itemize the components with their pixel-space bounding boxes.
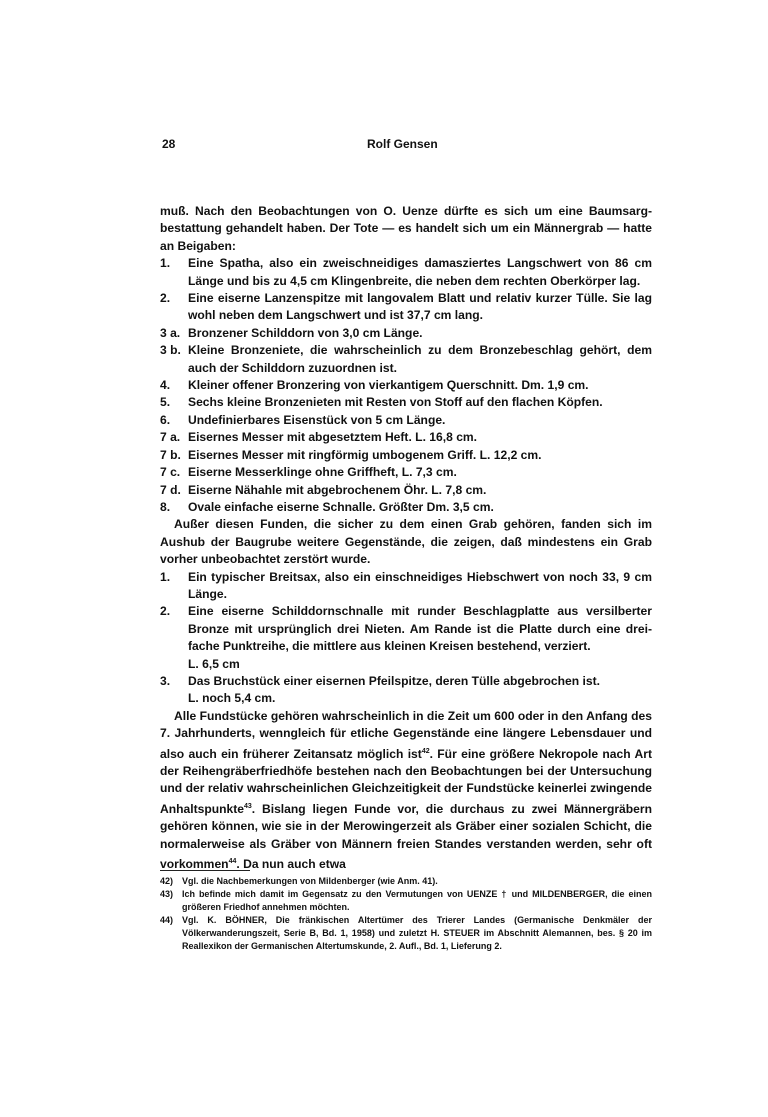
closing-text-2: . Für eine größere Nekropole nach Art der Reihengräberfriedhöfe bestehen nach den Beobachtungen bei der Untersuchung und der relativ wahrscheinlichen Gleichzeitigkeit der Fundstücke keinerlei zwingende Anhaltspunkte	[160, 746, 652, 816]
footnote-ref-43: 43	[244, 802, 252, 810]
grave-item	[160, 464, 652, 481]
grave-item-number: 7 d.	[160, 482, 181, 497]
other-item-text: Das Bruchstück einer eisernen Pfeilspitze, deren Tülle abgebrochen ist.	[188, 673, 600, 688]
grave-item-number: 4.	[160, 378, 171, 393]
grave-item-text: Sechs kleine Bronzenieten mit Resten von Stoff auf den flachen Köpfen.	[188, 395, 603, 410]
transition-paragraph: Außer diesen Funden, die sicher zu dem einen Grab gehören, fanden sich im Aushub der Baugrube weitere Gegenstände, die zeigen, daß mindestens ein Grab vorher unbeobachtet zerstört wurde.	[160, 517, 652, 567]
footnote-ref-44: 44	[228, 858, 237, 866]
intro-paragraph: muß. Nach den Beobachtungen von O. Uenze dürfte es sich um eine Baumsargbestattung gehandelt haben. Der Tote — es handelt sich um ein Männergrab — hatte an Beigaben:	[160, 204, 652, 253]
other-item-number: 1.	[160, 569, 171, 584]
grave-item	[160, 447, 652, 464]
grave-item-text: Eisernes Messer mit abgesetztem Heft. L. 16,8 cm.	[188, 430, 478, 445]
grave-item-text: Eine Spatha, also ein zweischneidiges damasziertes Langschwert von 86 cm Länge und bis zu 4,5 cm Klingenbreite, die neben dem rechten Oberkörper lag.	[188, 256, 652, 288]
grave-item	[160, 499, 652, 516]
footnote-divider	[160, 870, 250, 871]
grave-item-text: Eisernes Messer mit ringförmig umbogenem Griff. L. 12,2 cm.	[188, 447, 542, 462]
other-item	[160, 673, 652, 690]
running-header	[160, 137, 652, 155]
grave-item-text: Eiserne Messerklinge ohne Griffheft, L. 7,3 cm.	[188, 465, 457, 480]
grave-items-list	[160, 255, 652, 516]
other-items-list	[160, 569, 652, 708]
grave-item	[160, 342, 652, 377]
closing-text-3: . Bislang liegen Funde vor, die durchaus zu zwei Männergräbern gehören können, wie sie in der Merowingerzeit als Gräber einer sozialen Schicht, die normalerweise als Gräber von Männern freien Standes verstanden werden, sehr oft vorkommen	[160, 801, 652, 872]
grave-item-text: Ovale einfache eiserne Schnalle. Größter Dm. 3,5 cm.	[188, 499, 494, 514]
footnote	[160, 914, 652, 953]
other-item	[160, 603, 652, 655]
other-item-number: 3.	[160, 673, 171, 688]
footnote	[160, 875, 652, 888]
other-item-measure: L. noch 5,4 cm.	[188, 691, 276, 706]
grave-item-number: 6.	[160, 412, 171, 427]
footnote-text: Ich befinde mich damit im Gegensatz zu den Vermutungen von UENZE † und MILDENBERGER, die einen größeren Friedhof annehmen möchten.	[182, 889, 652, 912]
grave-item-text: Eine eiserne Lanzenspitze mit langovalem Blatt und relativ kurzer Tülle. Sie lag wohl neben dem Langschwert und ist 37,7 cm lang.	[188, 291, 652, 323]
page-number: 28	[162, 137, 176, 151]
closing-text-1: Alle Fundstücke gehören wahrscheinlich in die Zeit um 600 oder in den Anfang des 7. Jahrhunderts, wenngleich für etliche Gegenstände eine längere Lebensdauer und also auch ein früherer Zeitansatz möglich ist	[160, 708, 652, 761]
grave-item-text: Undefinierbares Eisenstück von 5 cm Länge.	[188, 412, 446, 427]
footnote-number: 42)	[160, 876, 174, 886]
closing-text-4: . Da nun auch etwa	[236, 857, 346, 872]
grave-item-text: Bronzener Schilddorn von 3,0 cm Länge.	[188, 325, 423, 340]
grave-item	[160, 482, 652, 499]
grave-item-text: Kleine Bronzeniete, die wahrscheinlich zu dem Bronzebeschlag gehört, dem auch der Schilddorn zuzuordnen ist.	[188, 343, 652, 375]
footnote	[160, 888, 652, 914]
footnote-text: Vgl. K. BÖHNER, Die fränkischen Altertümer des Trierer Landes (Germanische Denkmäler der Völkerwanderungszeit, Serie B, Bd. 1, 1958) und zuletzt H. STEUER im Abschnitt Alemannen, bes. § 20 im Reallexikon der Germanischen Altertumskunde, 2. Aufl., Bd. 1, Lieferung 2.	[182, 915, 652, 951]
footnotes	[160, 875, 652, 953]
grave-item-number: 7 a.	[160, 430, 181, 445]
other-item-text: Eine eiserne Schilddornschnalle mit runder Beschlagplatte aus versilberter Bronze mit ursprünglich drei Nieten. Am Rande ist die Platte durch eine dreifache Punktreihe, die mittlere aus kleinen Kreisen bestehend, verziert.	[188, 604, 652, 654]
grave-item	[160, 255, 652, 290]
other-item	[160, 569, 652, 604]
body-text	[160, 203, 652, 874]
grave-item-number: 3 a.	[160, 325, 181, 340]
grave-item-number: 3 b.	[160, 343, 181, 358]
grave-item-number: 7 c.	[160, 465, 181, 480]
grave-item-number: 1.	[160, 256, 171, 271]
grave-item-number: 5.	[160, 395, 171, 410]
grave-item	[160, 377, 652, 394]
grave-item-number: 8.	[160, 499, 171, 514]
author-name: Rolf Gensen	[367, 137, 438, 151]
closing-paragraph	[160, 708, 652, 874]
grave-item	[160, 412, 652, 429]
footnote-ref-42: 42	[421, 747, 430, 755]
other-item-text: Ein typischer Breitsax, also ein einschneidiges Hiebschwert von noch 33, 9 cm Länge.	[188, 569, 652, 601]
other-item-number: 2.	[160, 604, 171, 619]
grave-item	[160, 429, 652, 446]
grave-item	[160, 394, 652, 411]
grave-item-number: 2.	[160, 291, 171, 306]
footnote-number: 43)	[160, 889, 174, 899]
footnote-text: Vgl. die Nachbemerkungen von Mildenberger (wie Anm. 41).	[182, 876, 438, 886]
footnote-number: 44)	[160, 915, 174, 925]
other-item-measure: L. 6,5 cm	[188, 656, 240, 671]
grave-item	[160, 290, 652, 325]
grave-item-text: Kleiner offener Bronzering von vierkantigem Querschnitt. Dm. 1,9 cm.	[188, 378, 589, 393]
grave-item-number: 7 b.	[160, 447, 181, 462]
grave-item-text: Eiserne Nähahle mit abgebrochenem Öhr. L. 7,8 cm.	[188, 482, 487, 497]
grave-item	[160, 325, 652, 342]
